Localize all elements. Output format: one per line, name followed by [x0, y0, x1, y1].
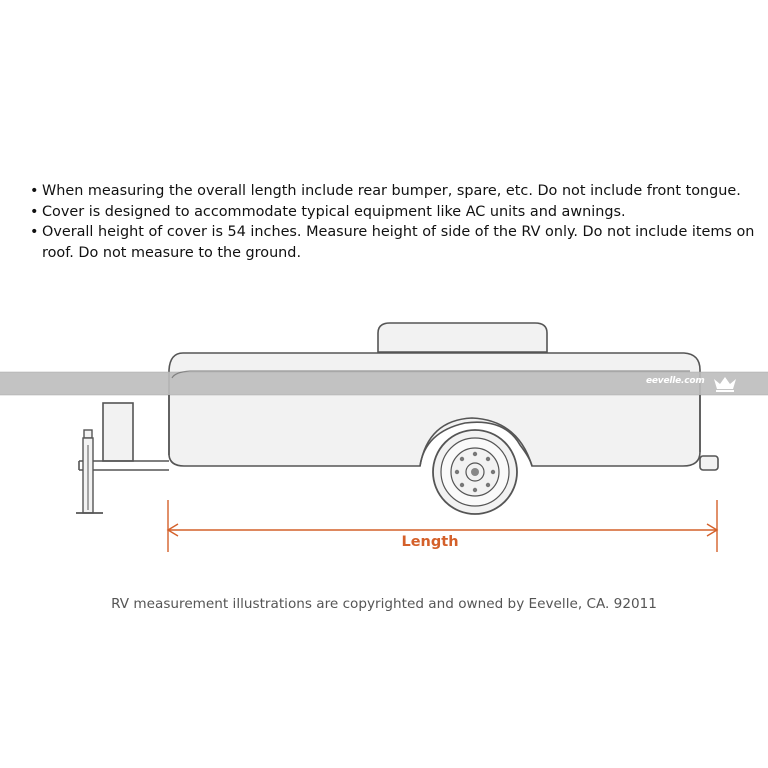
watermark-text: eevelle.com — [646, 376, 705, 386]
front-box — [103, 403, 133, 461]
note-item: • Overall height of cover is 54 inches. Measure height of side of the RV only. Do not include items on roof. Do not measure to the ground. — [30, 222, 760, 263]
roof-unit — [378, 323, 547, 352]
note-item: • Cover is designed to accommodate typical equipment like AC units and awnings. — [30, 202, 760, 223]
trailer-body — [169, 353, 700, 466]
rear-bumper — [700, 456, 718, 470]
wheel — [433, 430, 517, 514]
note-item: • When measuring the overall length include rear bumper, spare, etc. Do not include front tongue. — [30, 181, 760, 202]
copyright-notice: RV measurement illustrations are copyrighted and owned by Eevelle, CA. 92011 — [111, 596, 657, 612]
jack-handle — [84, 430, 92, 438]
length-label: Length — [401, 534, 459, 550]
